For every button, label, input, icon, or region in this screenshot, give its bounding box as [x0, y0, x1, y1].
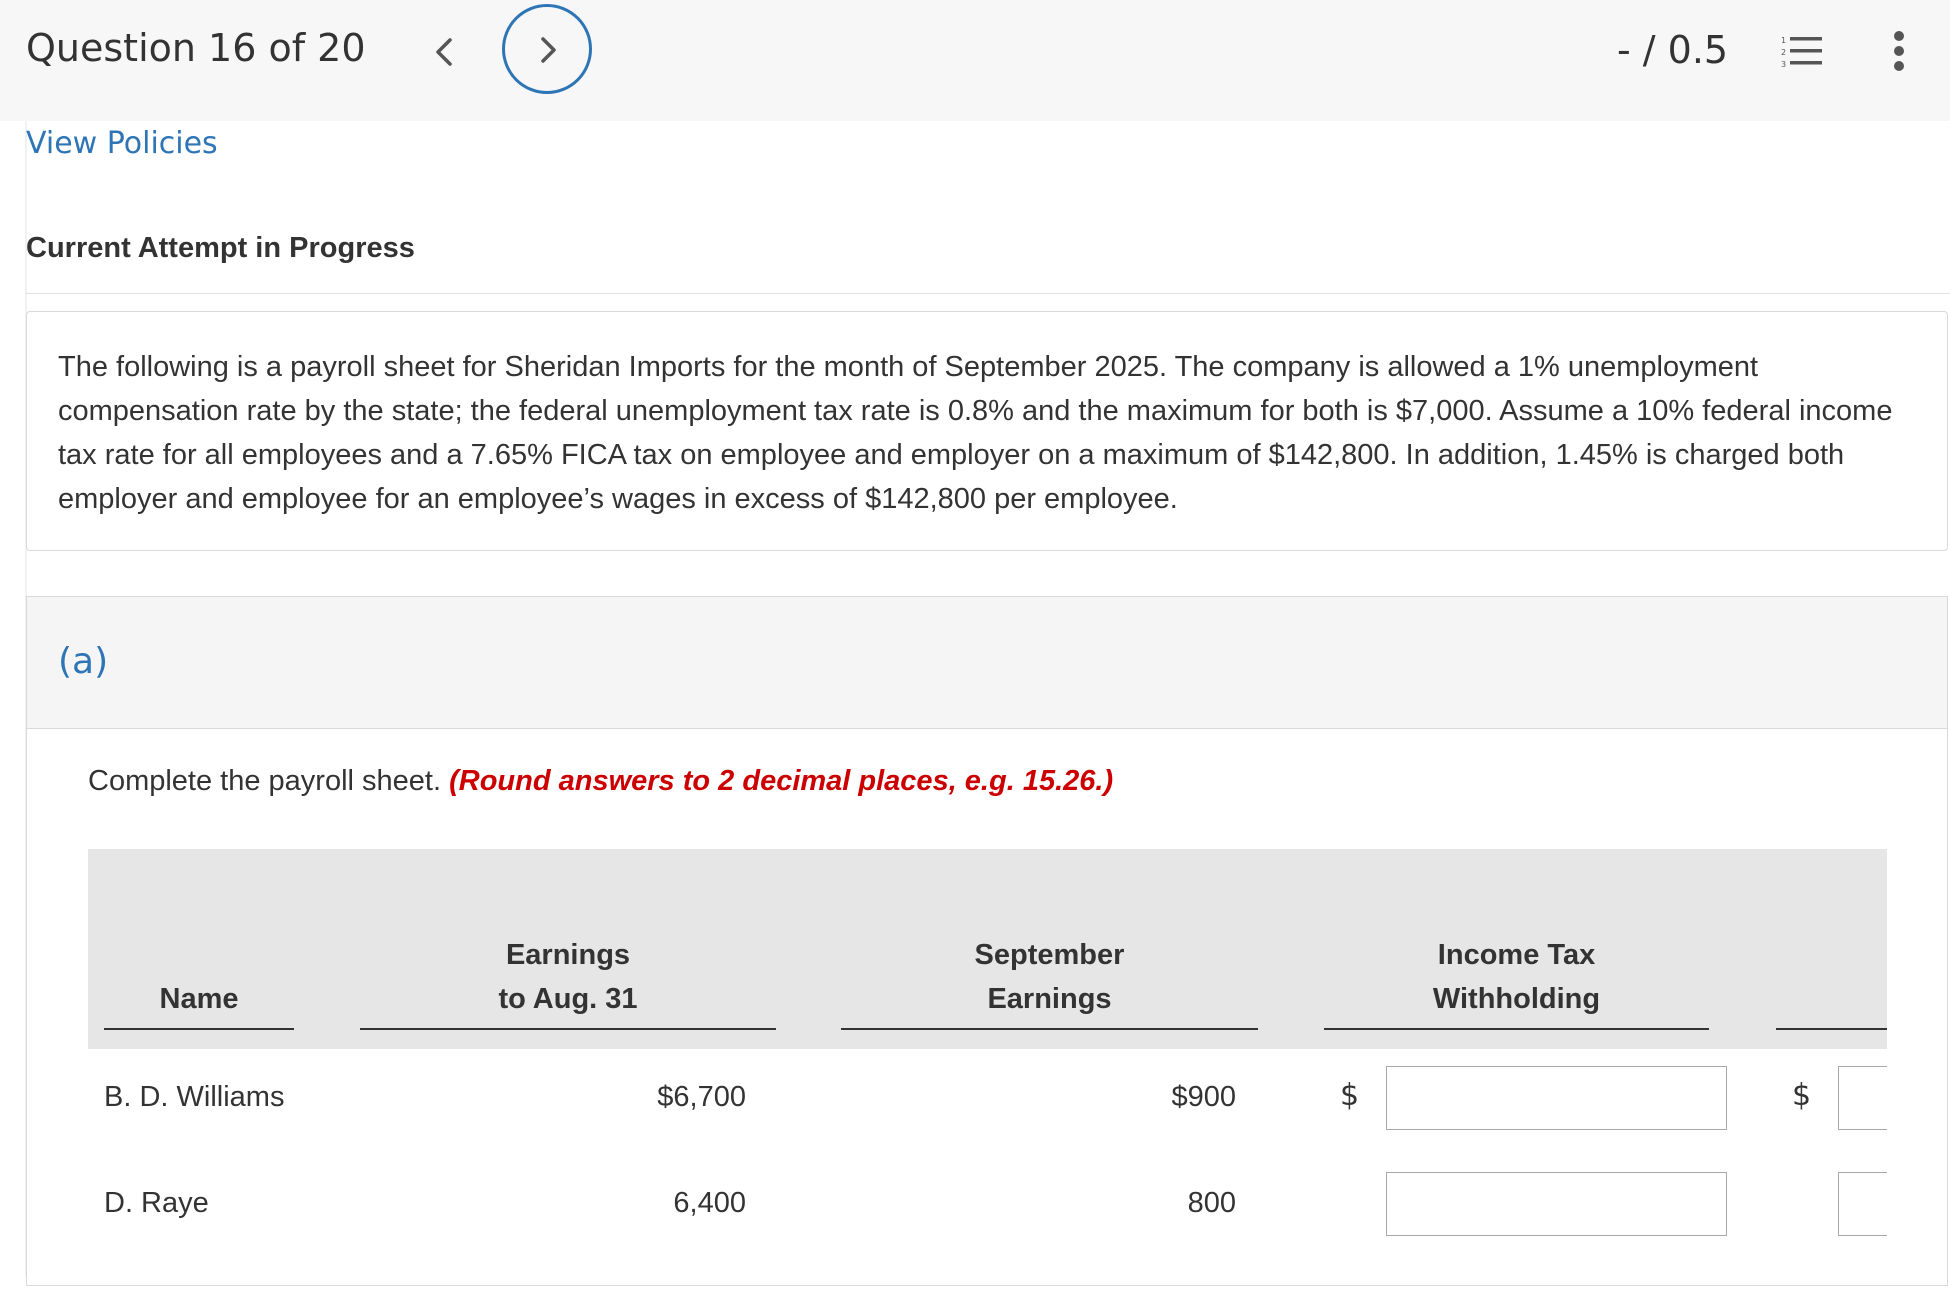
previous-question-button[interactable]	[424, 30, 464, 74]
row-2-next-column-input[interactable]	[1838, 1172, 1887, 1236]
header-underline	[1776, 1028, 1887, 1030]
view-policies-link[interactable]: View Policies	[26, 126, 218, 161]
row-2-name: D. Raye	[104, 1187, 209, 1219]
question-box	[26, 311, 1948, 551]
column-header-september-earnings	[841, 933, 1258, 1021]
row-2-income-tax-withholding-input[interactable]	[1386, 1172, 1727, 1236]
svg-text:2: 2	[1781, 48, 1787, 57]
header-underline	[1324, 1028, 1709, 1030]
row-1-september-earnings: $900	[1171, 1081, 1236, 1113]
column-header-name: Name	[159, 983, 239, 1015]
payroll-table	[88, 849, 1887, 1289]
more-options-button[interactable]	[1888, 30, 1910, 72]
chevron-right-icon	[535, 34, 561, 66]
header-line-1: Income Tax	[1437, 939, 1596, 971]
instruction-main: Complete the payroll sheet.	[88, 765, 442, 797]
row-1-earnings-to-aug31: $6,700	[657, 1081, 746, 1113]
row-1-next-currency-symbol: $	[1792, 1078, 1812, 1113]
row-2-september-earnings: 800	[1187, 1187, 1236, 1219]
next-question-button[interactable]	[502, 4, 592, 94]
instruction-text	[88, 765, 1113, 798]
question-header	[0, 0, 1950, 121]
header-line-2: to Aug. 31	[498, 983, 638, 1015]
header-line-2: Earnings	[987, 983, 1112, 1015]
part-header	[27, 597, 1947, 729]
header-line-1: September	[974, 939, 1125, 971]
vertical-ellipsis-icon	[1888, 30, 1910, 72]
row-1-next-column-input[interactable]	[1838, 1066, 1887, 1130]
numbered-list-icon	[1780, 34, 1824, 70]
header-line-1: Earnings	[505, 939, 631, 971]
header-line-2: Withholding	[1432, 983, 1601, 1015]
header-underline	[360, 1028, 776, 1030]
rounding-hint: (Round answers to 2 decimal places, e.g. 15.26.)	[449, 765, 1114, 797]
row-2-earnings-to-aug31: 6,400	[673, 1187, 746, 1219]
question-score: - / 0.5	[1617, 28, 1729, 72]
column-header-income-tax-withholding	[1324, 933, 1709, 1021]
header-underline	[104, 1028, 294, 1030]
part-a-box	[26, 596, 1948, 1286]
row-1-name: B. D. Williams	[104, 1081, 285, 1113]
divider	[26, 293, 1950, 294]
part-label: (a)	[58, 641, 109, 682]
question-counter: Question 16 of 20	[26, 26, 366, 70]
row-1-income-tax-withholding-input[interactable]	[1386, 1066, 1727, 1130]
attempt-status: Current Attempt in Progress	[26, 232, 415, 264]
header-underline	[841, 1028, 1258, 1030]
table-header-row	[88, 849, 1887, 1049]
question-text: The following is a payroll sheet for Sheridan Imports for the month of September 2025. The company is allowed a 1% unemployment compensation rate by the state; the federal unemployment tax rate is 0.8% and the maximum for both is $7,000. Assume a 10% federal income tax rate for all employees and a 7.65% FICA tax on employee and employer on a maximum of $142,800. In addition, 1.45% is charged both employer and employee for an employee’s wages in excess of $142,800 per employee.	[58, 351, 1893, 515]
row-1-currency-symbol: $	[1340, 1078, 1360, 1113]
column-header-earnings-to-aug31	[360, 933, 776, 1021]
svg-text:3: 3	[1781, 60, 1787, 69]
chevron-left-icon	[424, 30, 464, 74]
svg-text:1: 1	[1781, 36, 1787, 45]
question-list-button[interactable]	[1780, 34, 1824, 70]
